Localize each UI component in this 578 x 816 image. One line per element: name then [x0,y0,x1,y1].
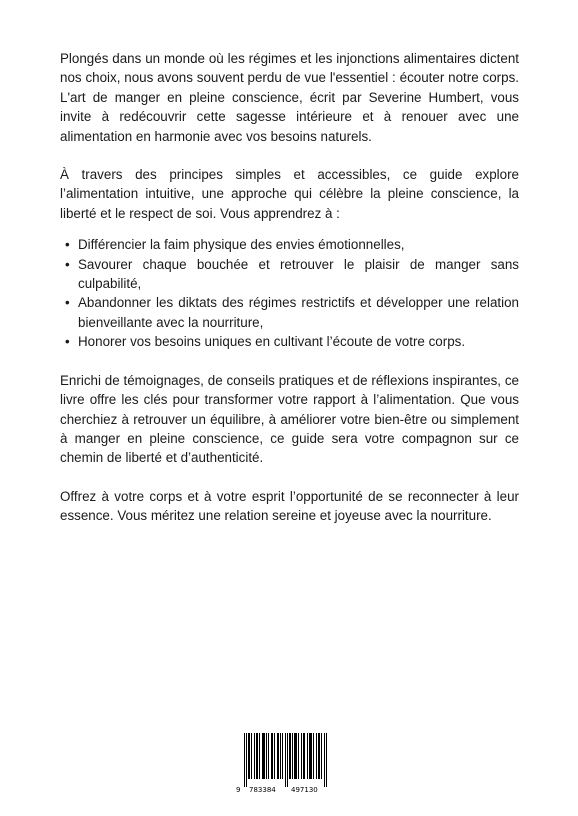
paragraph-intro: Plongés dans un monde où les régimes et les injonctions alimentaires dictent nos choix, nous avons souvent perdu de vue l'essentiel : écouter notre corps. L'art de manger en pleine conscience, écrit par Severine Humbert, vous invite à redécouvrir cette sagesse intérieure et à renouer avec une alimentation en harmonie avec vos besoins naturels. [60,51,519,144]
list-item: • Différencier la faim physique des envies émotionnelles, [60,235,519,254]
barcode-digits [236,786,332,796]
list-item: • Honorer vos besoins uniques en cultivant l’écoute de votre corps. [60,332,519,351]
learning-list [60,235,519,351]
barcode-digit-first: 9 [236,786,241,794]
back-cover-text [60,49,519,545]
barcode-digits-right: 497130 [291,786,318,794]
list-item: • Abandonner les diktats des régimes restrictifs et développer une relation bienveillante avec la nourriture, [60,293,519,332]
paragraph-closing: Offrez à votre corps et à votre esprit l’opportunité de se reconnecter à leur essence. Vous méritez une relation sereine et joyeuse avec la nourriture. [60,488,519,524]
barcode-bars [236,733,332,787]
isbn-barcode [236,733,332,794]
list-item: • Savourer chaque bouchée et retrouver le plaisir de manger sans culpabilité, [60,255,519,294]
barcode-digits-left: 783384 [249,786,276,794]
paragraph-content: Enrichi de témoignages, de conseils pratiques et de réflexions inspirantes, ce livre offre les clés pour transformer votre rapport à l’alimentation. Que vous cherchiez à retrouver un équilibre, à améliorer votre bien-être ou simplement à manger en pleine conscience, ce guide sera votre compagnon sur ce chemin de liberté et d’authenticité. [60,372,519,466]
paragraph-guide: À travers des principes simples et accessibles, ce guide explore l’alimentation intuitive, une approche qui célèbre la pleine conscience, la liberté et le respect de soi. Vous apprendrez à : [60,167,519,221]
